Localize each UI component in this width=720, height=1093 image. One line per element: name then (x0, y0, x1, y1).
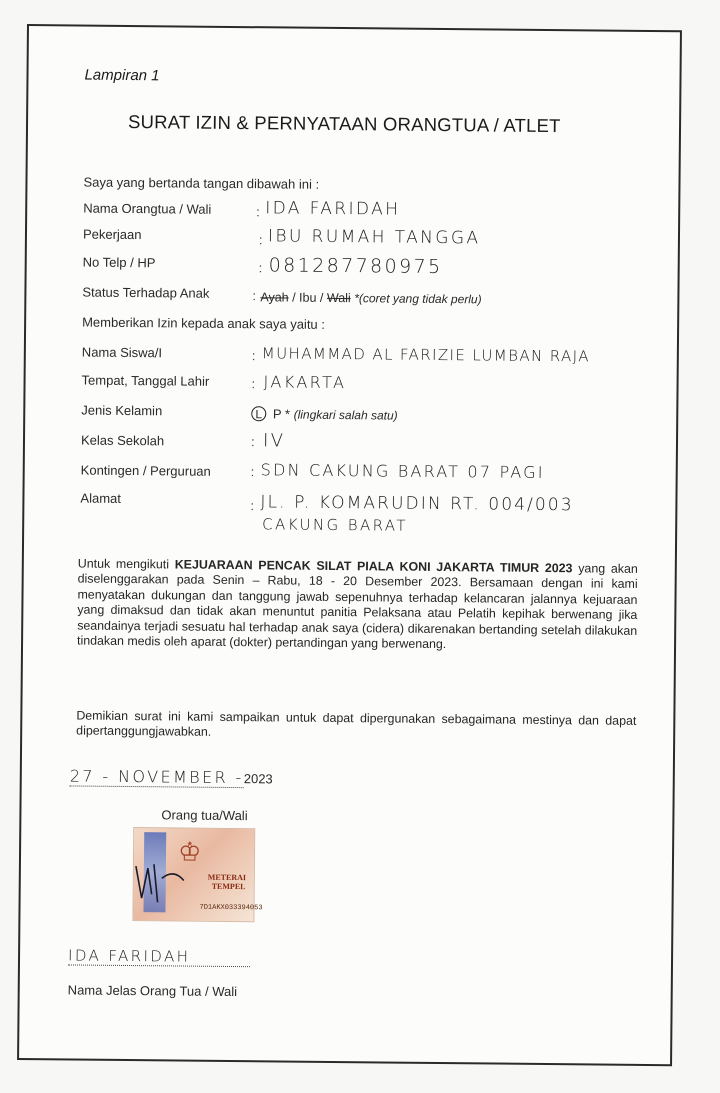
birth-label: Tempat, Tanggal Lahir (81, 372, 210, 389)
colon: : (258, 232, 263, 248)
school-value: SDN CAKUNG BARAT 07 PAGI (260, 460, 545, 482)
status-label: Status Terhadap Anak (82, 284, 210, 301)
intro-text: Saya yang bertanda tangan dibawah ini : (83, 174, 320, 192)
signer-name-handwritten: IDA FARIDAH (68, 946, 251, 967)
handwritten-signature (124, 858, 204, 909)
school-label: Kontingen / Perguruan (80, 462, 211, 479)
status-options (260, 290, 481, 306)
colon: : (250, 434, 255, 450)
colon: : (250, 498, 255, 514)
gender-note: (lingkari salah satu) (293, 407, 398, 423)
attachment-label: Lampiran 1 (84, 66, 160, 85)
stamp-text-meterai: METERAI (207, 872, 247, 883)
colon: : (258, 260, 263, 276)
statement-paragraph (77, 557, 638, 655)
gender-label: Jenis Kelamin (81, 402, 163, 419)
document-page (17, 24, 682, 1066)
parent-name-value: IDA FARIDAH (265, 198, 401, 220)
status-note: *(coret yang tidak perlu) (354, 291, 482, 307)
gender-options (251, 406, 398, 422)
signer-role: Orang tua/Wali (161, 807, 248, 824)
signer-name-caption: Nama Jelas Orang Tua / Wali (67, 982, 238, 1000)
gender-l-circled: L (251, 406, 266, 421)
stamp-serial: 7D1AKX033394053 (199, 903, 263, 913)
p1-rest: yang akan diselenggarakan pada Senin – Rabu, 18 - 20 Desember 2023. Bersamaan dengan ini kami menyatakan dukungan dan tanggung jawab sepenuhnya terhadap kelancaran jalannya kejuaraan yang dimaksud dan tidak akan menuntut panitia Pelaksana atau Pelatih kepihak berwenang jika seandainya terjadi sesuatu hal terhadap anak saya (cidera) dikarenakan bertanding setelah dilakukan tindakan medis oleh aparat (dokter) pertandingan yang berwenang. (77, 561, 638, 652)
date-year: 2023 (243, 771, 273, 787)
status-wali: Wali (326, 290, 351, 306)
status-ayah: Ayah (260, 290, 289, 305)
child-name-value: MUHAMMAD AL FARIZIE LUMBAN RAJA (261, 344, 591, 366)
gender-p: P * (272, 406, 291, 422)
permission-intro: Memberikan Izin kepada anak saya yaitu : (82, 314, 326, 332)
colon: : (251, 348, 256, 364)
class-label: Kelas Sekolah (80, 432, 165, 449)
stamp-text-tempel: TEMPEL (211, 881, 246, 892)
colon: : (250, 464, 255, 480)
class-value: IV (262, 430, 286, 452)
status-ibu: / Ibu / (292, 290, 324, 305)
colon: : (251, 376, 256, 392)
event-name: KEJUARAAN PENCAK SILAT PIALA KONI JAKARTA TIMUR 2023 (174, 557, 573, 576)
signature-date (70, 766, 273, 788)
garuda-emblem-icon: ♔ (177, 836, 202, 867)
colon: : (252, 288, 257, 304)
meterai-stamp (132, 827, 263, 922)
phone-value: 081287780975 (268, 254, 443, 278)
child-name-label: Nama Siswa/I (81, 344, 163, 361)
closing-paragraph: Demikian surat ini kami sampaikan untuk dapat dipergunakan sebagaimana mestinya dan dapat dipertanggungjawabkan. (76, 708, 637, 740)
colon: : (256, 204, 260, 220)
birth-value: JAKARTA (263, 372, 347, 393)
job-label: Pekerjaan (82, 226, 142, 243)
phone-label: No Telp / HP (82, 254, 156, 271)
signer-name-line (68, 946, 251, 967)
parent-name-label: Nama Orangtua / Wali (83, 200, 212, 217)
address-label: Alamat (80, 490, 121, 506)
address-line-1: JL. P. KOMARUDIN RT. 004/003 (260, 492, 574, 516)
document-title: SURAT IZIN & PERNYATAAN ORANGTUA / ATLET (127, 110, 561, 137)
date-handwritten: 27 - NOVEMBER - (69, 766, 244, 788)
job-value: IBU RUMAH TANGGA (267, 226, 481, 249)
p1-prefix: Untuk mengikuti (77, 556, 175, 572)
address-line-2: CAKUNG BARAT (262, 515, 409, 535)
